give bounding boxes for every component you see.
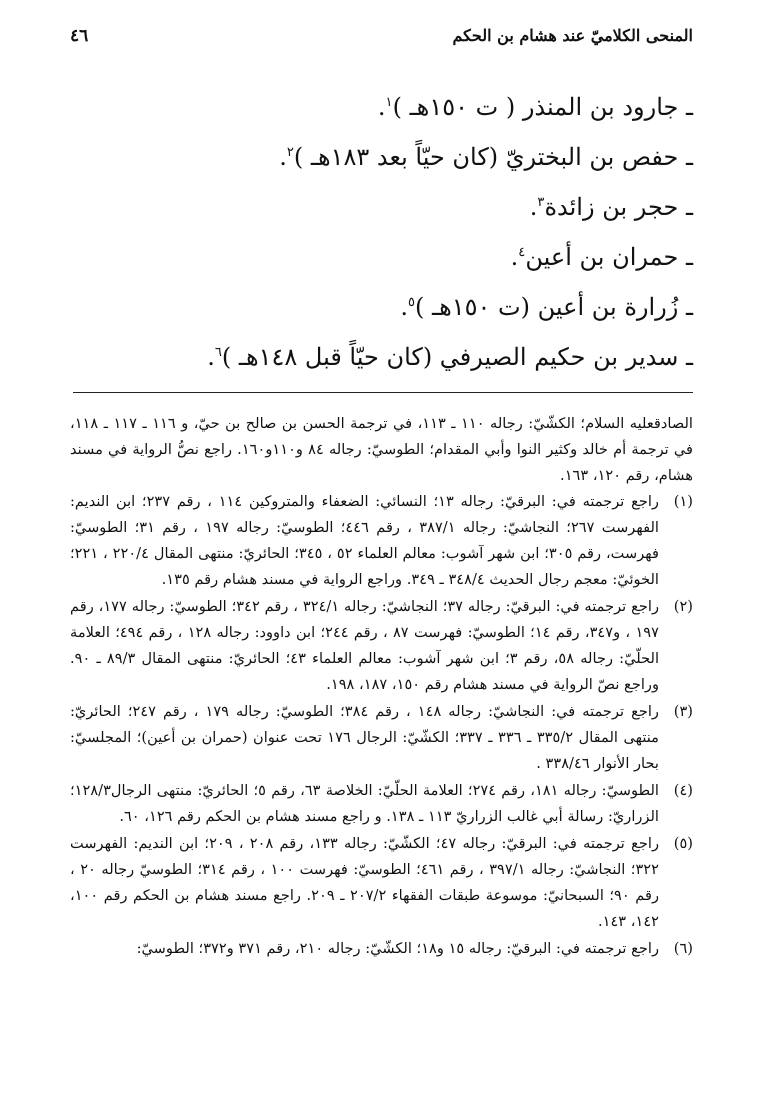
footnote-ref: ٢ — [286, 145, 294, 160]
footnote-ref: ٤ — [518, 245, 526, 260]
footnote-text: راجع ترجمته في: البرقيّ: رجاله ٣٧؛ النجاشيّ: رجاله ٣٢٤/١ ، رقم ٣٤٢؛ الطوسيّ: رجاله ١٧٧، رقم ١٩٧ ، و٣٤٧، رقم ١٤؛ الطوسيّ: فهرست ٨٧ ، رقم ٢٤٤؛ ابن داوود: رجاله ١٢٨ ، رقم ٤٩٤؛ العلامة الحلّيّ: رجاله ٥٨، رقم ٣؛ ابن شهر آشوب: معالم العلماء ٤٣؛ الحائريّ: منتهى المقال ٨٩/٣ ـ ٩٠. وراجع نصّ الرواية في مسند هشام رقم ١٥٠، ١٨٧، ١٩٨. — [70, 598, 659, 693]
list-item: ـ حمران بن أعين$^٤$. — [510, 243, 693, 271]
footnote-ref: ٥ — [407, 295, 416, 310]
footnote — [70, 831, 693, 935]
footnote-divider — [73, 392, 693, 393]
footnote-ref: ٣ — [537, 195, 545, 210]
list-item-text: ـ زُرارة بن أعين (ت ١٥٠هـ ) — [415, 293, 693, 321]
footnote-text: راجع ترجمته في: البرقيّ: رجاله ١٣؛ النسائي: الضعفاء والمتروكين ١١٤ ، رقم ٢٣٧؛ ابن النديم: الفهرست ٢٦٧؛ النجاشيّ: رجاله ٣٨٧/١ ، رقم ٤٤٦؛ الطوسيّ: رجاله ١٩٧ ، رقم ٣١؛ الطوسيّ: فهرست، رقم ٣٠٥؛ ابن شهر آشوب: معالم العلماء ٥٢ ، ٣٤٥؛ الحائريّ: منتهى المقال ٢٢٠/٤ ، ٢٢١؛ الخوئيّ: معجم رجال الحديث ٣٤٨/٤ ـ ٣٤٩. وراجع الرواية في مسند هشام رقم ١٣٥. — [70, 493, 659, 588]
page-number: ٤٦ — [70, 26, 89, 46]
footnote-number: (٢) — [673, 598, 693, 615]
list-item: ـ زُرارة بن أعين (ت ١٥٠هـ )$^٥$. — [400, 293, 693, 321]
footnote-text: راجع ترجمته في: النجاشيّ: رجاله ١٤٨ ، رقم ٣٨٤؛ الطوسيّ: رجاله ١٧٩ ، رقم ٢٤٧؛ الحائريّ: منتهى المقال ٣٣٥/٢ ـ ٣٣٦ ـ ٣٣٧؛ الكشّيّ: الرجال ١٧٦ تحت عنوان (حمران بن أعين)؛ المجلسيّ: بحار الأنوار ٣٣٨/٤٦ . — [70, 703, 659, 772]
running-header — [70, 26, 693, 56]
footnote-number: (٦) — [673, 940, 693, 957]
narrators-list — [70, 78, 693, 378]
list-item-text: ـ حفص بن البختريّ (كان حيّاً بعد ١٨٣هـ ) — [293, 143, 693, 171]
list-item-text: ـ سدير بن حكيم الصيرفي (كان حيّاً قبل ١٤٨هـ ) — [221, 343, 693, 371]
footnote — [70, 594, 693, 698]
footnote-text: راجع ترجمته في: البرقيّ: رجاله ١٥ و١٨؛ الكشّيّ: رجاله ٢١٠، رقم ٣٧١ و٣٧٢؛ الطوسيّ: — [136, 940, 659, 957]
footnote-text: الطوسيّ: رجاله ١٨١، رقم ٢٧٤؛ العلامة الحلّيّ: الخلاصة ٦٣، رقم ٥؛ الحائريّ: منتهى الرجال١٢٨/٣؛ الزراريّ: رسالة أبي غالب الزراريّ ١١٣ ـ ١٣٨. و راجع مسند هشام بن الحكم رقم ١٢٦، ٦٠. — [70, 782, 659, 825]
running-title: المنحى الكلاميّ عند هشام بن الحكم — [452, 26, 693, 45]
footnote-number: (٣) — [673, 703, 693, 720]
list-item-text: ـ حمران بن أعين — [525, 243, 693, 271]
footnote-ref: ٦ — [214, 345, 222, 360]
list-item: ـ سدير بن حكيم الصيرفي (كان حيّاً قبل ١٤٨هـ )$^٦$. — [207, 343, 693, 371]
footnote-continuation: الصادقعليه السلام؛ الكشّيّ: رجاله ١١٠ ـ ١١٣، في ترجمة الحسن بن صالح بن حيّ، و ١١٦ ـ ١١٧ ـ ١١٨، في ترجمة أم خالد وكثير النوا وأبي المقدام؛ الطوسيّ: رجاله ٨٤ و١١٠و١٦٠. راجع نصُّ الرواية في مسند هشام، رقم ١٢٠، ١٦٣. — [70, 415, 694, 484]
footnote-number: (٤) — [673, 782, 693, 799]
footnote-number: (١) — [673, 493, 693, 510]
list-item: ـ حجر بن زائدة$^٣$. — [529, 193, 693, 221]
footnote-ref: ١ — [385, 95, 393, 110]
footnote — [70, 778, 693, 830]
list-item: ـ جارود بن المنذر ( ت ١٥٠هـ )$^١$. — [377, 93, 693, 121]
footnote-number: (٥) — [673, 835, 693, 852]
footnote — [70, 489, 693, 593]
footnote — [70, 936, 693, 962]
list-item-text: ـ جارود بن المنذر ( ت ١٥٠هـ ) — [392, 93, 693, 121]
footnotes — [70, 411, 693, 962]
footnote — [70, 699, 693, 777]
footnote-text: راجع ترجمته في: البرقيّ: رجاله ٤٧؛ الكشّيّ: رجاله ١٣٣، رقم ٢٠٨ ، ٢٠٩؛ ابن النديم: الفهرست ٣٢٢؛ النجاشيّ: رجاله ٣٩٧/١ ، رقم ٤٦١؛ الطوسيّ: فهرست ١٠٠ ، رقم ٣١٤؛ الطوسيّ رجاله ٢٠ ، رقم ٩٠؛ السبحانيّ: موسوعة طبقات الفقهاء ٢٠٧/٢ ـ ٢٠٩. راجع مسند هشام بن الحكم رقم ١٠٠، ١٤٢، ١٤٣. — [70, 835, 659, 930]
list-item: ـ حفص بن البختريّ (كان حيّاً بعد ١٨٣هـ )$^٢$. — [279, 143, 693, 171]
list-item-text: ـ حجر بن زائدة — [544, 193, 693, 221]
